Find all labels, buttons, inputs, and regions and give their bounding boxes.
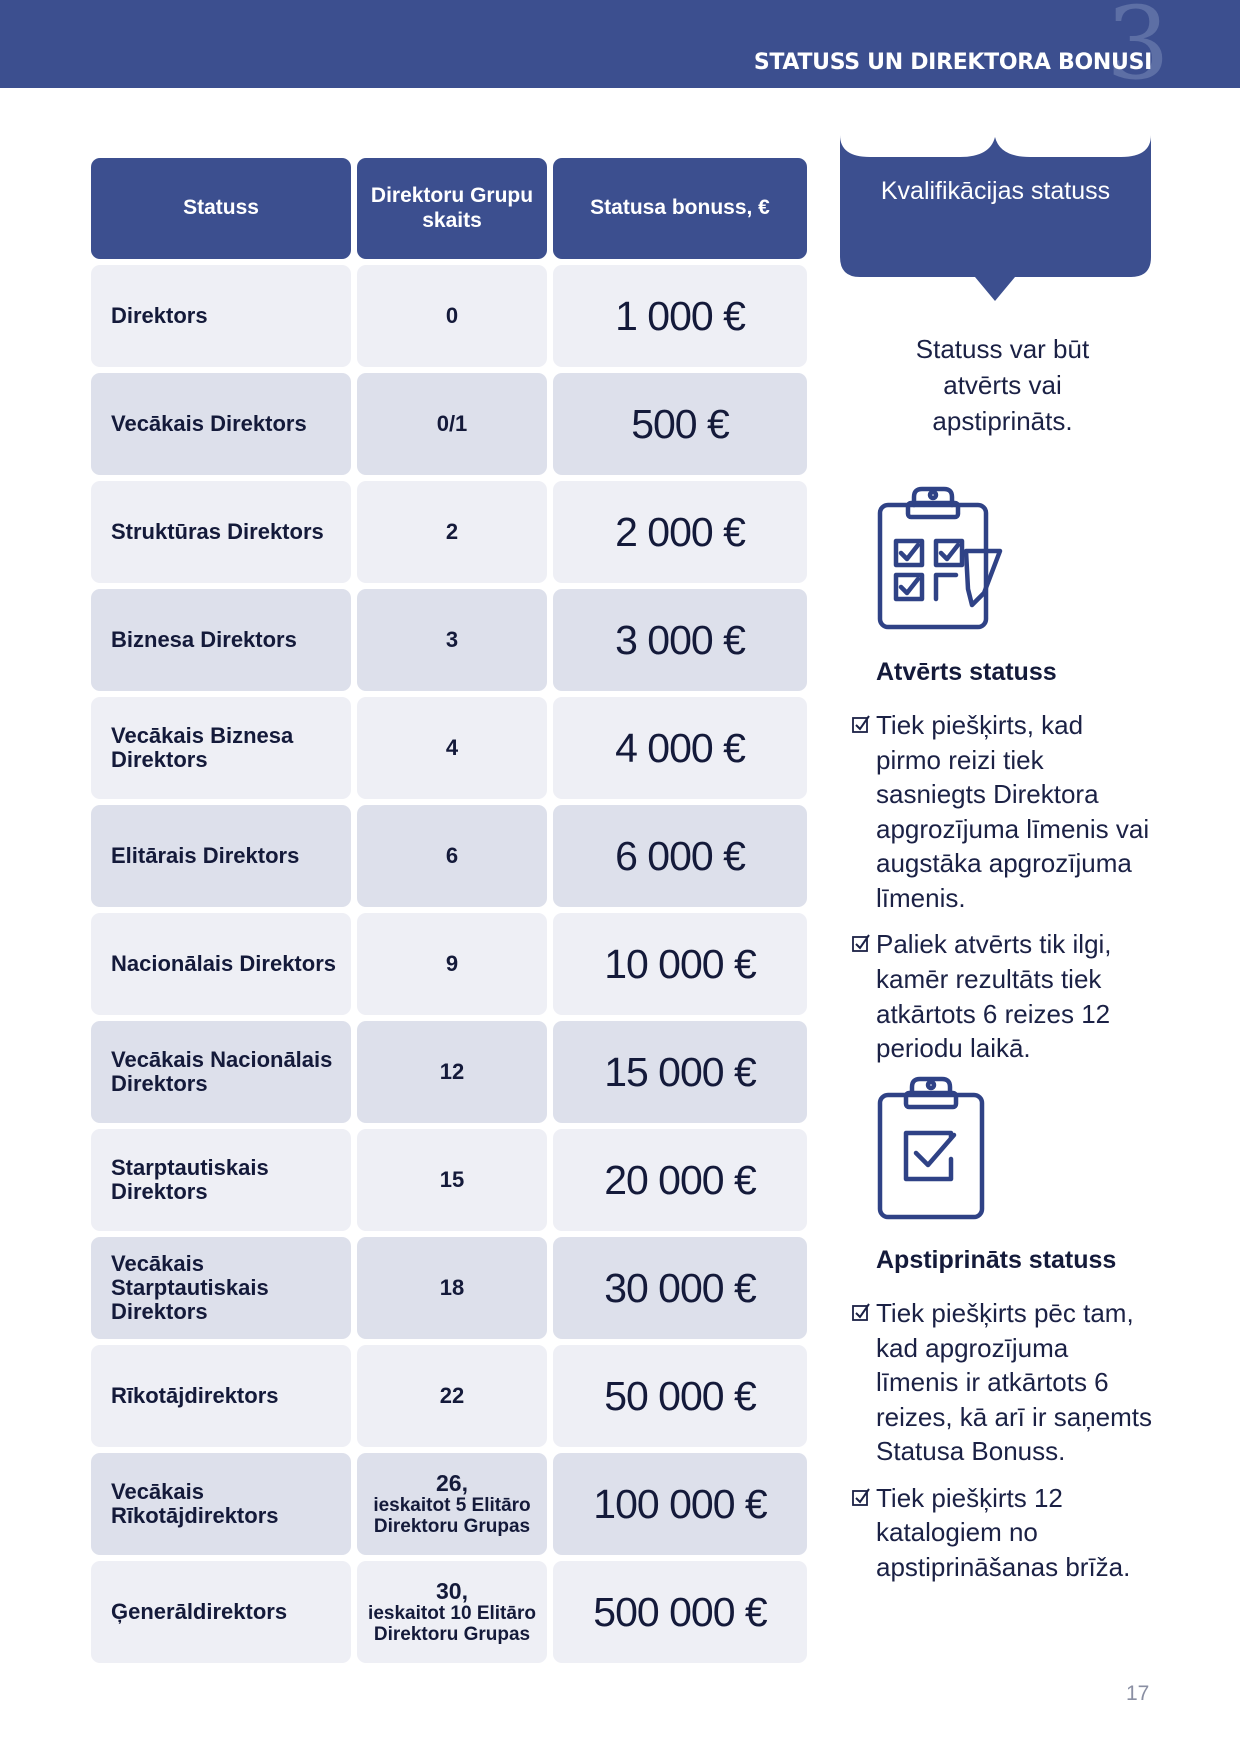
bonus-amount: 6 000 € [553,805,807,907]
confirmed-status-list [852,1296,1152,1597]
open-status-list [852,708,1152,1078]
bonus-amount: 2 000 € [553,481,807,583]
status-name: Vecākais Biznesa Direktors [91,697,351,799]
group-count: 12 [357,1021,547,1123]
col-header-bonus: Statusa bonuss, € [553,158,807,259]
status-name: Direktors [91,265,351,367]
group-count: 6 [357,805,547,907]
status-name: Struktūras Direktors [91,481,351,583]
bonus-amount: 15 000 € [553,1021,807,1123]
status-name: Vecākais Nacionālais Direktors [91,1021,351,1123]
table-row [91,697,807,799]
header-bar [0,0,1240,102]
qualification-title: Kvalifikācijas statuss [880,177,1111,205]
status-name: Rīkotājdirektors [91,1345,351,1447]
table-header-row [91,158,807,259]
bonus-amount: 100 000 € [553,1453,807,1555]
bonus-amount: 30 000 € [553,1237,807,1339]
list-item-text: Paliek atvērts tik ilgi, kamēr rezultāts tiek atkārtots 6 reizes 12 periodu laikā. [876,929,1112,1064]
confirmed-status-title: Apstiprināts statuss [876,1246,1117,1274]
bonus-amount: 3 000 € [553,589,807,691]
bonus-amount: 50 000 € [553,1345,807,1447]
status-name: Elitārais Direktors [91,805,351,907]
status-name: Ģenerāldirektors [91,1561,351,1663]
table-row [91,1453,807,1555]
status-name: Vecākais Direktors [91,373,351,475]
status-name: Nacionālais Direktors [91,913,351,1015]
group-count-main: 26, [436,1469,468,1496]
clipboard-checklist-icon [876,485,1006,634]
table-row [91,265,807,367]
bonus-amount: 20 000 € [553,1129,807,1231]
qualification-intro: Statuss var būt atvērts vai apstiprināts. [915,334,1090,436]
checkbox-icon [852,715,870,733]
list-item-text: Tiek piešķirts pēc tam, kad apgrozījuma līmenis ir atkārtots 6 reizes, kā arī ir saņemts Statusa Bonuss. [876,1298,1152,1467]
table-row [91,1345,807,1447]
table-row [91,1129,807,1231]
group-count: 18 [357,1237,547,1339]
list-item [852,927,1152,1065]
group-count: 9 [357,913,547,1015]
col-header-group-count: Direktoru Grupu skaits [357,158,547,259]
list-item-text: Tiek piešķirts, kad pirmo reizi tiek sasniegts Direktora apgrozījuma līmenis vai augstāka apgrozījuma līmenis. [876,710,1150,913]
qualification-banner [840,135,1151,277]
group-count: 4 [357,697,547,799]
page-title: STATUSS UN DIREKTORA BONUSI [753,50,1152,75]
group-count-main: 30, [436,1577,468,1604]
status-name: Vecākais Rīkotājdirektors [91,1453,351,1555]
group-count-detail: ieskaitot 5 Elitāro Direktoru Grupas [373,1495,531,1537]
status-bonus-table [85,152,813,1669]
page-number: 17 [1126,1682,1150,1705]
table-row [91,805,807,907]
table-row [91,481,807,583]
table-row [91,1021,807,1123]
group-count: 3 [357,589,547,691]
checkbox-icon [852,1488,870,1506]
list-item [852,1296,1152,1469]
bonus-amount: 500 € [553,373,807,475]
group-count-detail: ieskaitot 10 Elitāro Direktoru Grupas [368,1603,536,1645]
status-name: Starptautiskais Direktors [91,1129,351,1231]
bonus-amount: 4 000 € [553,697,807,799]
group-count [357,1453,547,1555]
banner-shape [840,135,1151,305]
group-count: 0 [357,265,547,367]
open-status-title: Atvērts statuss [876,658,1057,686]
bonus-amount: 1 000 € [553,265,807,367]
status-name: Vecākais Starptautiskais Direktors [91,1237,351,1339]
group-count: 0/1 [357,373,547,475]
status-name: Biznesa Direktors [91,589,351,691]
table-row [91,373,807,475]
bonus-amount: 500 000 € [553,1561,807,1663]
col-header-status: Statuss [91,158,351,259]
table-row [91,1237,807,1339]
table-row [91,589,807,691]
checkbox-icon [852,1303,870,1321]
list-item [852,708,1152,915]
table-row [91,913,807,1015]
group-count [357,1561,547,1663]
bonus-amount: 10 000 € [553,913,807,1015]
list-item-text: Tiek piešķirts 12 katalogiem no apstiprināšanas brīža. [876,1482,1131,1583]
group-count: 22 [357,1345,547,1447]
group-count: 15 [357,1129,547,1231]
chapter-number: 3 [1106,0,1170,102]
list-item [852,1481,1152,1585]
checkbox-icon [852,934,870,952]
group-count: 2 [357,481,547,583]
table-row [91,1561,807,1663]
clipboard-check-icon [876,1075,986,1224]
